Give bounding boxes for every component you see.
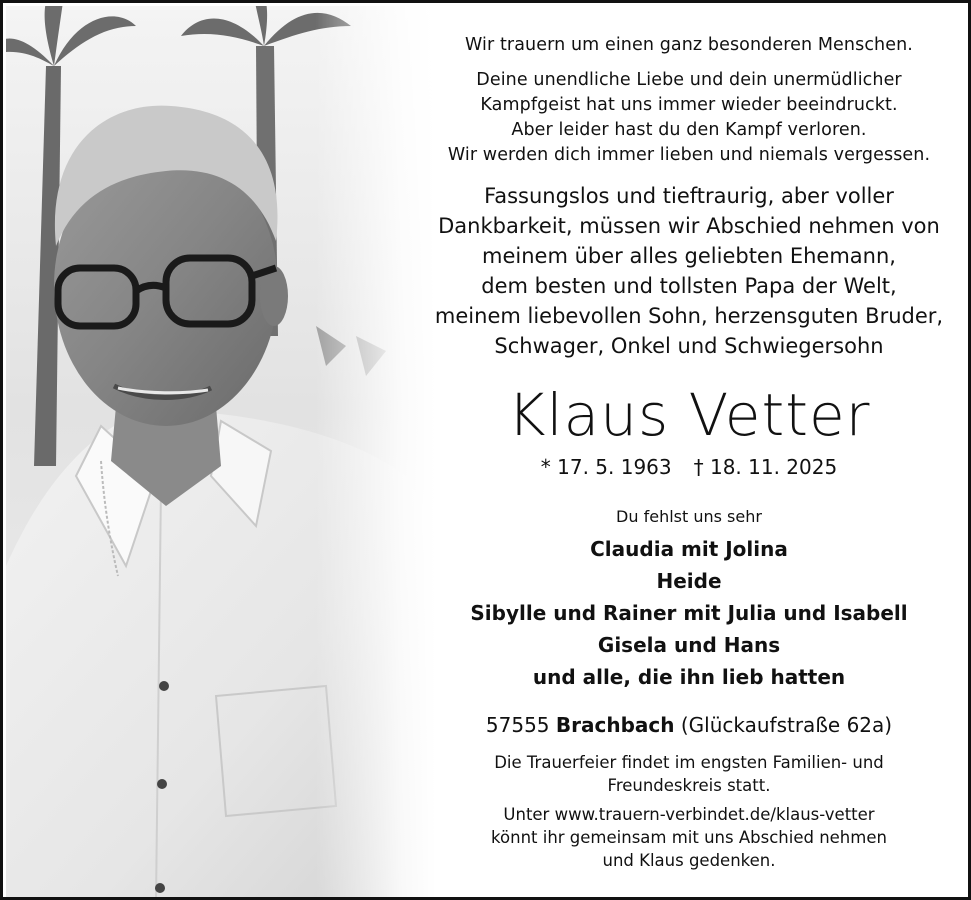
opening-verse [398,33,971,168]
online-line: Unter www.trauern-verbindet.de/klaus-vetter [503,805,875,824]
intro-line: Fassungslos und tieftraurig, aber voller [484,184,894,208]
address-street: (Glückaufstraße 62a) [680,713,893,737]
verse-line: Wir werden dich immer lieben und niemals vergessen. [447,145,931,165]
death-date: † 18. 11. 2025 [693,455,838,479]
mourner-entry: und alle, die ihn lieb hatten [532,665,846,689]
deceased-name: Klaus Vetter [507,381,871,449]
funeral-line: Freundeskreis statt. [607,776,771,795]
intro-line: Schwager, Onkel und Schwiegersohn [494,334,884,358]
address-town: Brachbach [555,713,675,737]
birth-date: * 17. 5. 1963 [540,455,672,479]
life-dates [398,453,971,481]
address-line [398,711,971,739]
portrait-photo [6,6,436,900]
intro-line: Dankbarkeit, müssen wir Abschied nehmen von [438,214,940,238]
mourners-list [398,533,971,693]
online-line: könnt ihr gemeinsam mit uns Abschied nehmen [491,828,887,847]
verse-line: Deine unendliche Liebe und dein unermüdlicher [476,70,902,90]
mourner-entry: Claudia mit Jolina [590,537,788,561]
intro-line: dem besten und tollsten Papa der Welt, [481,274,897,298]
mourner-entry: Heide [656,569,722,593]
funeral-line: Die Trauerfeier findet im engsten Familien- und [494,753,884,772]
mourner-entry: Sibylle und Rainer mit Julia und Isabell [470,601,908,625]
mourner-entry: Gisela und Hans [597,633,781,657]
verse-line: Kampfgeist hat uns immer wieder beeindruckt. [480,95,898,115]
intro-paragraph [398,181,971,361]
verse-line: Wir trauern um einen ganz besonderen Menschen. [465,35,913,55]
verse-line: Aber leider hast du den Kampf verloren. [511,120,867,140]
missing-line: Du fehlst uns sehr [616,507,762,526]
intro-line: meinem über alles geliebten Ehemann, [482,244,896,268]
online-line: und Klaus gedenken. [602,851,776,870]
address-zip: 57555 [485,713,550,737]
intro-line: meinem liebevollen Sohn, herzensguten Bruder, [434,304,944,328]
online-condolence-note [398,803,971,872]
funeral-note [398,751,971,797]
